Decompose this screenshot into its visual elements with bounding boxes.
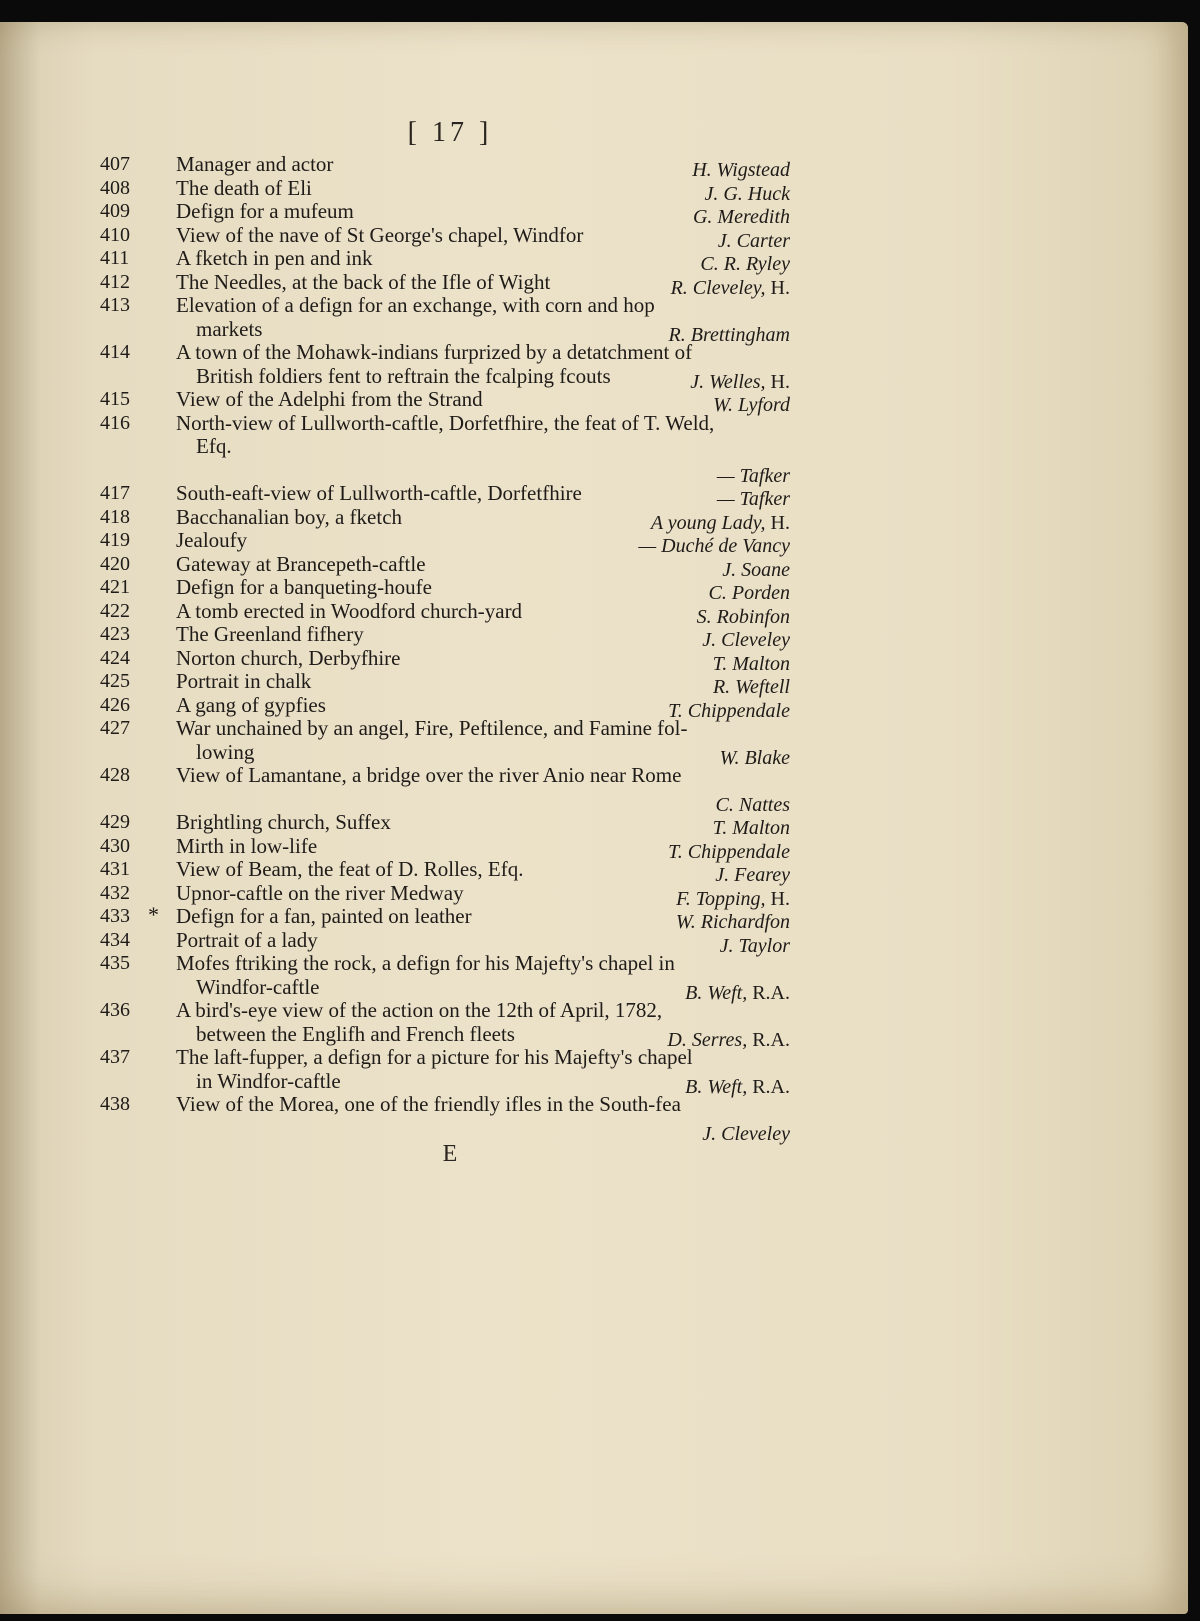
entry-title: Mofes ftriking the rock, a defign for his Majefty's chapel in xyxy=(176,951,675,975)
entry-title: The laft-fupper, a defign for a picture for his Majefty's chapel xyxy=(176,1045,693,1069)
entry-line xyxy=(100,269,790,299)
artist-name-text: A young Lady, xyxy=(650,511,766,534)
entry-title-continuation: British foldiers fent to reftrain the fcalping fcouts xyxy=(196,363,611,388)
entry-line xyxy=(100,175,790,205)
entry-title: Upnor-caftle on the river Medway xyxy=(176,880,464,905)
catalogue-entry xyxy=(100,1045,790,1098)
artist-suffix: H. xyxy=(770,511,790,534)
entry-line xyxy=(100,974,790,1004)
entry-line xyxy=(100,810,790,839)
catalogue-entry xyxy=(100,763,790,816)
entry-number: 431 xyxy=(100,858,130,880)
artist-suffix: R.A. xyxy=(752,981,790,1004)
entry-line xyxy=(100,902,790,933)
entry-title-continuation: markets xyxy=(196,316,263,341)
entry-title: Mirth in low-life xyxy=(176,833,318,858)
artist-name-text: J. Cleveley xyxy=(702,629,790,651)
catalogue-entry xyxy=(100,152,790,181)
entry-title: A bird's-eye view of the action on the 12th of April, 1782, xyxy=(176,998,663,1022)
entry-number: 412 xyxy=(100,270,130,293)
entry-number: 426 xyxy=(100,693,130,716)
entry-line xyxy=(100,1021,790,1051)
artist-name-text: R. Cleveley, xyxy=(670,276,766,299)
entry-line xyxy=(100,669,790,698)
entry-title: Manager and actor xyxy=(176,152,334,176)
entry-line xyxy=(100,481,790,510)
catalogue-entry xyxy=(100,998,790,1051)
artist-name-text: S. Robinfon xyxy=(696,605,790,628)
entry-title: View of the nave of St George's chapel, Windfor xyxy=(176,222,584,247)
entry-line xyxy=(100,927,790,957)
entry-number: 421 xyxy=(100,576,130,598)
entry-title: War unchained by an angel, Fire, Peftilence, and Famine fol- xyxy=(176,716,688,740)
entry-title: View of Lamantane, a bridge over the river Anio near Rome xyxy=(176,763,682,787)
entry-title: A tomb erected in Woodford church-yard xyxy=(176,598,523,623)
entry-line xyxy=(100,598,790,628)
entry-number: 415 xyxy=(100,388,130,410)
artist-name-text: J. Taylor xyxy=(719,934,790,957)
catalogue-entry xyxy=(100,528,790,557)
artist-name-text: W. Richardfon xyxy=(675,911,790,933)
artist-name-text: W. Blake xyxy=(719,746,790,769)
catalogue-entry xyxy=(100,645,790,675)
entry-number: 413 xyxy=(100,294,130,316)
entry-number: 434 xyxy=(100,928,130,951)
catalogue-entry xyxy=(100,481,790,510)
artist-suffix: H. xyxy=(770,370,790,393)
entry-title-continuation xyxy=(100,787,196,811)
entry-number: 428 xyxy=(100,764,130,786)
entry-line xyxy=(100,622,790,651)
asterisk-mark: * xyxy=(148,902,159,927)
entry-line xyxy=(100,857,790,886)
artist-name-text: J. Cleveley xyxy=(702,1122,790,1145)
artist-name-text: R. Brettingham xyxy=(668,323,790,346)
entry-title-continuation: between the Englifh and French fleets xyxy=(196,1021,515,1046)
artist-name-text: W. Lyford xyxy=(713,394,790,416)
artist-name-text: R. Weftell xyxy=(712,676,790,698)
catalogue-entry xyxy=(100,669,790,698)
entry-line xyxy=(100,1117,790,1145)
artist-suffix: H. xyxy=(770,887,790,910)
entry-title: Gateway at Brancepeth-caftle xyxy=(176,551,426,576)
catalogue-entry xyxy=(100,175,790,205)
artist-name-text: D. Serres, xyxy=(667,1028,748,1051)
artist-name-text: — Duché de Vancy xyxy=(638,535,790,557)
entry-title-continuation: Windfor-caftle xyxy=(196,974,320,999)
entry-title: View of the Adelphi from the Strand xyxy=(176,387,483,411)
entry-title: Defign for a mufeum xyxy=(176,199,354,223)
entry-list xyxy=(100,152,790,1145)
catalogue-entry xyxy=(100,857,790,886)
entry-line xyxy=(100,363,790,393)
entry-line xyxy=(100,1068,790,1098)
artist-suffix: R.A. xyxy=(752,1075,790,1098)
signature-mark: E xyxy=(442,1141,458,1167)
artist-name-text: T. Chippendale xyxy=(668,699,790,722)
entry-title: Defign for a banqueting-houfe xyxy=(176,575,432,599)
entry-line xyxy=(100,341,790,365)
entry-line xyxy=(100,528,790,557)
catalogue-entry xyxy=(100,902,790,933)
artist-name-text: B. Weft, xyxy=(685,1075,748,1098)
artist-name-text: C. R. Ryley xyxy=(700,253,790,275)
entry-line xyxy=(100,717,790,741)
entry-line xyxy=(100,788,790,816)
entry-title: A fketch in pen and ink xyxy=(176,246,373,270)
entry-title: View of the Morea, one of the friendly ifles in the South-fea xyxy=(176,1092,681,1116)
entry-number: 424 xyxy=(100,646,130,669)
entry-line xyxy=(100,294,790,318)
artist-name-text: T. Chippendale xyxy=(668,840,790,863)
catalogue-entry xyxy=(100,927,790,957)
artist-suffix: R.A. xyxy=(752,1028,790,1051)
entry-title: A gang of gypfies xyxy=(176,692,326,717)
entry-line xyxy=(100,435,790,459)
artist-name-text: F. Topping, xyxy=(676,887,766,910)
entry-title: The Needles, at the back of the Ifle of Wight xyxy=(176,269,551,294)
catalogue-entry xyxy=(100,692,790,722)
entry-title: South-eaft-view of Lullworth-caftle, Dorfetfhire xyxy=(176,481,582,505)
catalogue-entry xyxy=(100,951,790,1004)
artist-name-text: J. G. Huck xyxy=(704,182,790,205)
entry-number: 420 xyxy=(100,552,130,575)
entry-line xyxy=(100,246,790,275)
entry-title: View of Beam, the feat of D. Rolles, Efq. xyxy=(176,857,524,881)
artist-name-text: G. Meredith xyxy=(692,206,790,228)
entry-title: Brightling church, Suffex xyxy=(176,810,391,834)
artist-name-text: T. Malton xyxy=(712,817,790,839)
entry-line xyxy=(100,222,790,252)
entry-number: 433 xyxy=(100,905,130,927)
page-number: [ 17 ] xyxy=(407,117,493,148)
catalogue-entry xyxy=(100,833,790,863)
catalogue-entry xyxy=(100,410,790,487)
entry-line xyxy=(100,739,790,769)
entry-line xyxy=(100,412,790,436)
entry-title: A town of the Mohawk-indians furprized by a detatchment of xyxy=(176,340,693,364)
entry-title: Portrait in chalk xyxy=(176,669,312,693)
entry-title: Portrait of a lady xyxy=(176,927,318,952)
entry-line xyxy=(100,645,790,675)
entry-title: Norton church, Derbyfhire xyxy=(176,645,401,670)
entry-line xyxy=(100,575,790,604)
entry-title: The Greenland fifhery xyxy=(176,622,364,646)
catalogue-entry xyxy=(100,340,790,393)
catalogue-entry xyxy=(100,387,790,416)
catalogue-entry xyxy=(100,551,790,581)
entry-number: 416 xyxy=(100,411,130,434)
entry-line xyxy=(100,880,790,910)
artist-name-text: J. Fearey xyxy=(715,864,790,886)
entry-line xyxy=(100,551,790,581)
entry-line xyxy=(100,692,790,722)
artist-name-text: C. Porden xyxy=(708,582,790,604)
entry-number: 425 xyxy=(100,670,130,692)
catalogue-entry xyxy=(100,293,790,346)
artist-name-text: T. Malton xyxy=(712,652,790,675)
entry-number: 411 xyxy=(100,247,130,269)
entry-line xyxy=(100,1093,790,1117)
entry-line xyxy=(100,199,790,228)
catalogue-entry xyxy=(100,598,790,628)
entry-number: 423 xyxy=(100,623,130,645)
entry-line xyxy=(100,387,790,416)
entry-title: North-view of Lullworth-caftle, Dorfetfhire, the feat of T. Weld, xyxy=(176,410,715,435)
entry-number: 438 xyxy=(100,1093,130,1115)
entry-number: 410 xyxy=(100,223,130,246)
artist-name-text: H. Wigstead xyxy=(692,159,790,181)
entry-line xyxy=(100,999,790,1023)
entry-line xyxy=(100,459,790,487)
artist-name xyxy=(702,1123,790,1147)
artist-name-text: J. Carter xyxy=(717,229,790,252)
entry-title: Defign for a fan, painted on leather xyxy=(176,904,472,928)
entry-line xyxy=(100,833,790,863)
catalogue-entry xyxy=(100,622,790,651)
entry-title-continuation xyxy=(100,458,196,482)
artist-name-text: J. Welles, xyxy=(690,370,766,393)
page-gutter-shadow xyxy=(0,22,40,1614)
catalogue-entry xyxy=(100,716,790,769)
catalogue-entry xyxy=(100,199,790,228)
catalogue-entry xyxy=(100,880,790,910)
entry-number: 432 xyxy=(100,881,130,904)
entry-number: 435 xyxy=(100,952,130,974)
catalogue-entry xyxy=(100,1092,790,1145)
entry-number: 414 xyxy=(100,341,130,363)
entry-number: 409 xyxy=(100,200,130,222)
artist-name-text: B. Weft, xyxy=(685,981,748,1004)
entry-line xyxy=(100,504,790,534)
entry-number: 436 xyxy=(100,999,130,1021)
entry-title-continuation: in Windfor-caftle xyxy=(196,1068,341,1093)
entry-title-continuation: Efq. xyxy=(196,434,232,458)
catalogue-entry xyxy=(100,269,790,299)
entry-number: 418 xyxy=(100,505,130,528)
entry-title: Bacchanalian boy, a fketch xyxy=(176,504,403,529)
entry-number: 408 xyxy=(100,176,130,199)
entry-number: 407 xyxy=(100,153,130,175)
entry-title-continuation xyxy=(100,1116,196,1140)
entry-title: Elevation of a defign for an exchange, with corn and hop xyxy=(176,293,655,317)
catalogue-entry xyxy=(100,810,790,839)
entry-number: 427 xyxy=(100,717,130,739)
entry-number: 422 xyxy=(100,599,130,622)
entry-title: The death of Eli xyxy=(176,175,312,200)
entry-number: 419 xyxy=(100,529,130,551)
entry-number: 437 xyxy=(100,1046,130,1068)
entry-number: 430 xyxy=(100,834,130,857)
artist-name-text: J. Soane xyxy=(722,558,790,581)
catalogue-entry xyxy=(100,246,790,275)
entry-line xyxy=(100,152,790,181)
entry-line xyxy=(100,316,790,346)
catalogue-entry xyxy=(100,222,790,252)
artist-name-text: — Tafker xyxy=(716,464,790,487)
entry-number: 417 xyxy=(100,482,130,504)
artist-name-text: — Tafker xyxy=(716,488,790,510)
artist-name-text: C. Nattes xyxy=(715,793,790,816)
entry-line xyxy=(100,764,790,788)
artist-suffix: H. xyxy=(770,276,790,299)
entry-title-continuation: lowing xyxy=(196,739,255,764)
entry-number: 429 xyxy=(100,811,130,833)
entry-line xyxy=(100,1046,790,1070)
catalogue-entry xyxy=(100,575,790,604)
entry-title: Jealoufy xyxy=(176,528,248,552)
catalogue-entry xyxy=(100,504,790,534)
entry-line xyxy=(100,952,790,976)
